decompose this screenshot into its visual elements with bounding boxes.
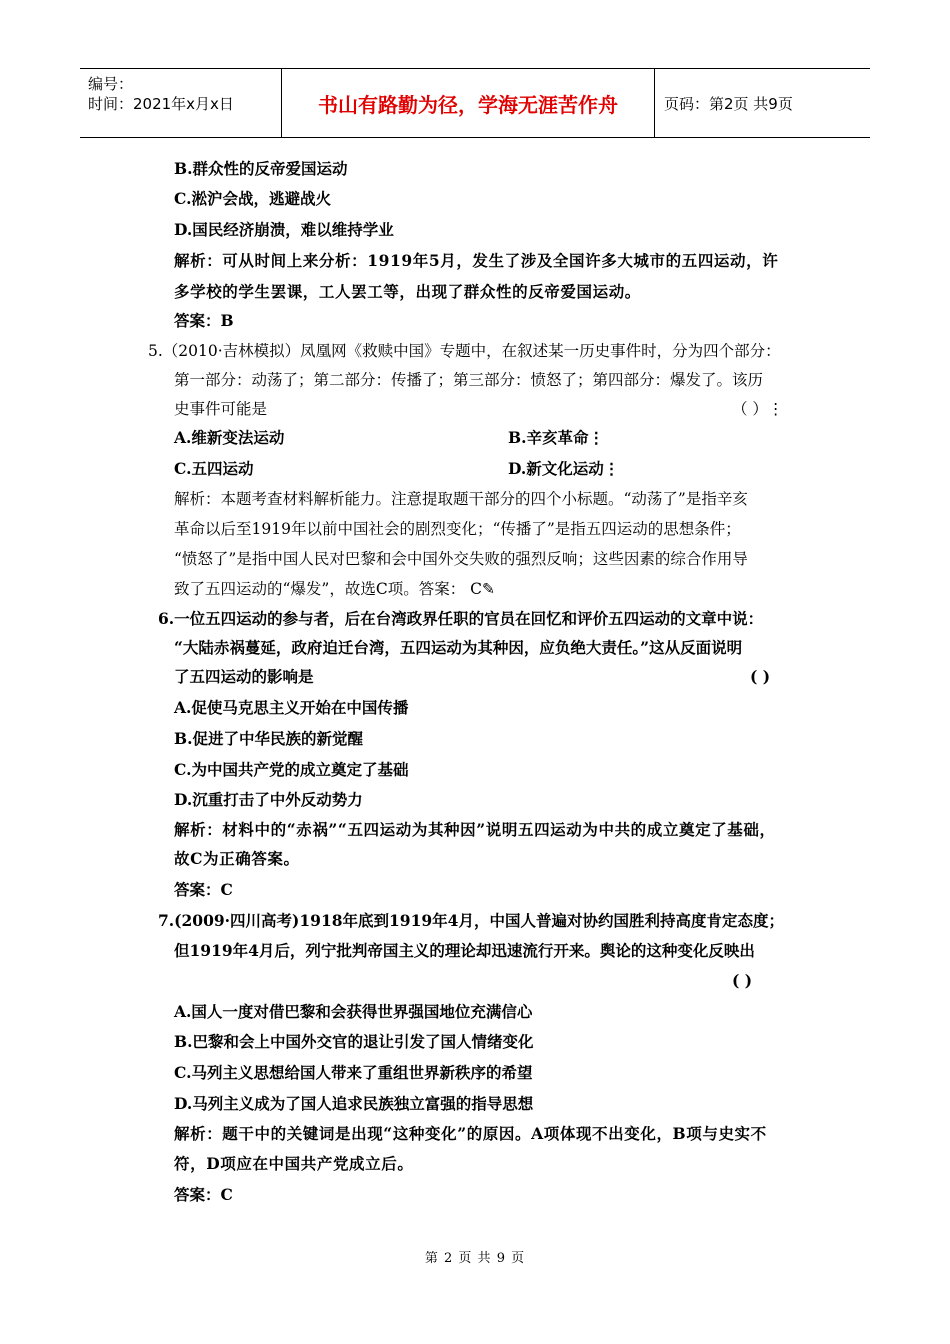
q6-option-a: A.促使马克思主义开始在中国传播 bbox=[174, 698, 409, 717]
q7-option-c: C.马列主义思想给国人带来了重组世界新秩序的希望 bbox=[174, 1063, 533, 1082]
q5-option-a: A.维新变法运动 bbox=[174, 428, 285, 447]
q5-analysis-line3: “愤怒了”是指中国人民对巴黎和会中国外交失败的强烈反响；这些因素的综合作用导 bbox=[174, 550, 748, 568]
q7-analysis-line1: 解析：题干中的关键词是出现“这种变化”的原因。A项体现不出变化，B项与史实不 bbox=[174, 1124, 767, 1143]
page-footer: 第 2 页 共 9 页 bbox=[424, 1251, 526, 1266]
q6-analysis-line2: 故C为正确答案。 bbox=[174, 849, 300, 868]
q6-stem-line3: 了五四运动的影响是 bbox=[174, 667, 314, 686]
q6-option-d: D.沉重打击了中外反动势力 bbox=[174, 790, 363, 809]
q6-option-c: C.为中国共产党的成立奠定了基础 bbox=[174, 760, 409, 779]
q6-analysis-line1: 解析：材料中的“赤祸”“五四运动为其种因”说明五四运动为中共的成立奠定了基础， bbox=[174, 820, 776, 839]
q5-analysis-line4: 致了五四运动的“爆发”，故选C项。答案： C✎ bbox=[174, 580, 495, 598]
time-label: 时间：2021年x月x日 bbox=[88, 95, 234, 113]
header-meta bbox=[80, 69, 280, 137]
q5-option-d: D.新文化运动⋮ bbox=[508, 459, 620, 478]
header-motto-cell bbox=[281, 69, 655, 137]
number-label: 编号： bbox=[88, 75, 134, 93]
q5-stem-line1: 5.（2010·吉林模拟）凤凰网《救赎中国》专题中，在叙述某一历史事件时，分为四个部分： bbox=[148, 342, 781, 360]
q5-option-c: C.五四运动 bbox=[174, 459, 254, 478]
q7-answer-paren: ( ) bbox=[732, 971, 753, 990]
q7-option-b: B.巴黎和会上中国外交官的退让引发了国人情绪变化 bbox=[174, 1032, 534, 1051]
q7-stem-line2: 但1919年4月后，列宁批判帝国主义的理论却迅速流行开来。舆论的这种变化反映出 bbox=[174, 941, 755, 960]
q4-answer: 答案：B bbox=[174, 311, 234, 330]
q6-answer-paren: ( ) bbox=[750, 667, 771, 686]
q5-stem-line3: 史事件可能是 bbox=[174, 400, 268, 418]
q5-answer-paren: （ ）⋮ bbox=[732, 400, 784, 418]
q4-analysis-line1: 解析：可从时间上来分析：1919年5月，发生了涉及全国许多大城市的五四运动，许 bbox=[174, 251, 779, 270]
q4-analysis-line2: 多学校的学生罢课，工人罢工等，出现了群众性的反帝爱国运动。 bbox=[174, 282, 641, 301]
q4-option-c: C.淞沪会战，逃避战火 bbox=[174, 189, 331, 208]
page-header bbox=[80, 68, 870, 138]
q5-analysis-line2: 革命以后至1919年以前中国社会的剧烈变化；“传播了”是指五四运动的思想条件； bbox=[174, 520, 741, 538]
q7-option-a: A.国人一度对借巴黎和会获得世界强国地位充满信心 bbox=[174, 1002, 533, 1021]
q7-answer: 答案：C bbox=[174, 1185, 233, 1204]
q6-stem-line1: 6.一位五四运动的参与者，后在台湾政界任职的官员在回忆和评价五四运动的文章中说： bbox=[158, 609, 764, 628]
q6-answer: 答案：C bbox=[174, 880, 233, 899]
q6-stem-line2: “大陆赤祸蔓延，政府迫迁台湾，五四运动为其种因，应负绝大责任。”这从反面说明 bbox=[174, 638, 743, 657]
q7-stem-line1: 7.(2009·四川高考)1918年底到1919年4月，中国人普遍对协约国胜利持高度肯定态度； bbox=[158, 911, 784, 930]
q7-option-d: D.马列主义成为了国人追求民族独立富强的指导思想 bbox=[174, 1094, 534, 1113]
motto: 书山有路勤为径，学海无涯苦作舟 bbox=[318, 92, 618, 117]
q4-option-b: B.群众性的反帝爱国运动 bbox=[174, 159, 348, 178]
q4-option-d: D.国民经济崩溃，难以维持学业 bbox=[174, 220, 394, 239]
q7-analysis-line2: 符，D项应在中国共产党成立后。 bbox=[174, 1154, 414, 1173]
page-indicator: 页码：第2页 共9页 bbox=[664, 94, 793, 113]
q6-option-b: B.促进了中华民族的新觉醒 bbox=[174, 729, 363, 748]
q5-option-b: B.辛亥革命⋮ bbox=[508, 428, 604, 447]
q5-analysis-line1: 解析：本题考查材料解析能力。注意提取题干部分的四个小标题。“动荡了”是指辛亥 bbox=[174, 490, 748, 508]
q5-stem-line2: 第一部分：动荡了；第二部分：传播了；第三部分：愤怒了；第四部分：爆发了。该历 bbox=[174, 371, 764, 389]
